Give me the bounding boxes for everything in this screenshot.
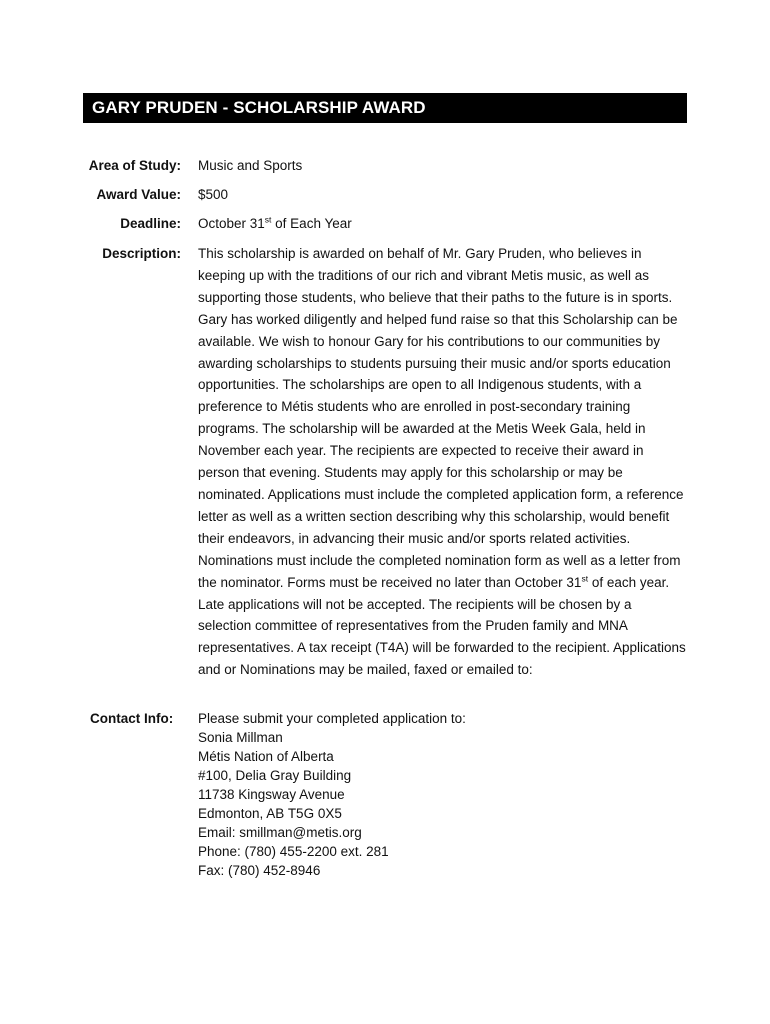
contact-address-line-2: 11738 Kingsway Avenue xyxy=(198,787,345,802)
description-text xyxy=(198,243,688,681)
deadline-label: Deadline: xyxy=(120,216,181,231)
contact-city: Edmonton, AB T5G 0X5 xyxy=(198,806,342,821)
award-value-label: Award Value: xyxy=(96,187,181,202)
award-value-value: $500 xyxy=(198,187,229,202)
description-part-2: of each year. Late applications will not be accepted. The recipients will be chosen by a selection committee of representatives from the Pruden family and MNA representatives. A tax receipt (T4A) will be forwarded to the recipient. Applications and or Nominations may be mailed, faxed or emailed to: xyxy=(198,574,686,678)
deadline-value xyxy=(198,216,688,232)
contact-fax: Fax: (780) 452-8946 xyxy=(198,863,321,878)
contact-organization: Métis Nation of Alberta xyxy=(198,749,334,764)
contact-email: Email: smillman@metis.org xyxy=(198,825,362,840)
contact-phone: Phone: (780) 455-2200 ext. 281 xyxy=(198,844,389,859)
page-title: GARY PRUDEN - SCHOLARSHIP AWARD xyxy=(83,93,687,123)
contact-address-line-1: #100, Delia Gray Building xyxy=(198,768,352,783)
area-of-study-label: Area of Study: xyxy=(88,158,181,173)
deadline-date: October 31 xyxy=(198,216,265,231)
area-of-study-value: Music and Sports xyxy=(198,158,303,173)
description-sup: st xyxy=(581,573,589,584)
deadline-suffix: st xyxy=(264,214,272,225)
contact-intro: Please submit your completed application to: xyxy=(198,711,466,726)
contact-details xyxy=(198,709,688,880)
description-label: Description: xyxy=(102,246,181,261)
contact-label: Contact Info: xyxy=(90,711,174,726)
description-part-1: This scholarship is awarded on behalf of Mr. Gary Pruden, who believes in keeping up with the traditions of our rich and vibrant Metis music, as well as supporting those students, who believe that their paths to the future is in sports. Gary has worked diligently and helped fund raise so that this Scholarship can be available. We wish to honour Gary for his contributions to our communities by awarding scholarships to students pursuing their music and/or sports education opportunities. The scholarships are open to all Indigenous students, with a preference to Métis students who are enrolled in post-secondary training programs. The scholarship will be awarded at the Metis Week Gala, held in November each year. The recipients are expected to receive their award in person that evening. Students may apply for this scholarship or may be nominated. Applications must include the completed application form, a reference letter as well as a written section describing why this scholarship, would benefit their endeavors, in advancing their music and/or sports related activities. Nominations must include the completed nomination form as well as a letter from the nominator. Forms must be received no later than October 31 xyxy=(198,246,684,590)
contact-name: Sonia Millman xyxy=(198,730,283,745)
deadline-rest: of Each Year xyxy=(271,216,352,231)
